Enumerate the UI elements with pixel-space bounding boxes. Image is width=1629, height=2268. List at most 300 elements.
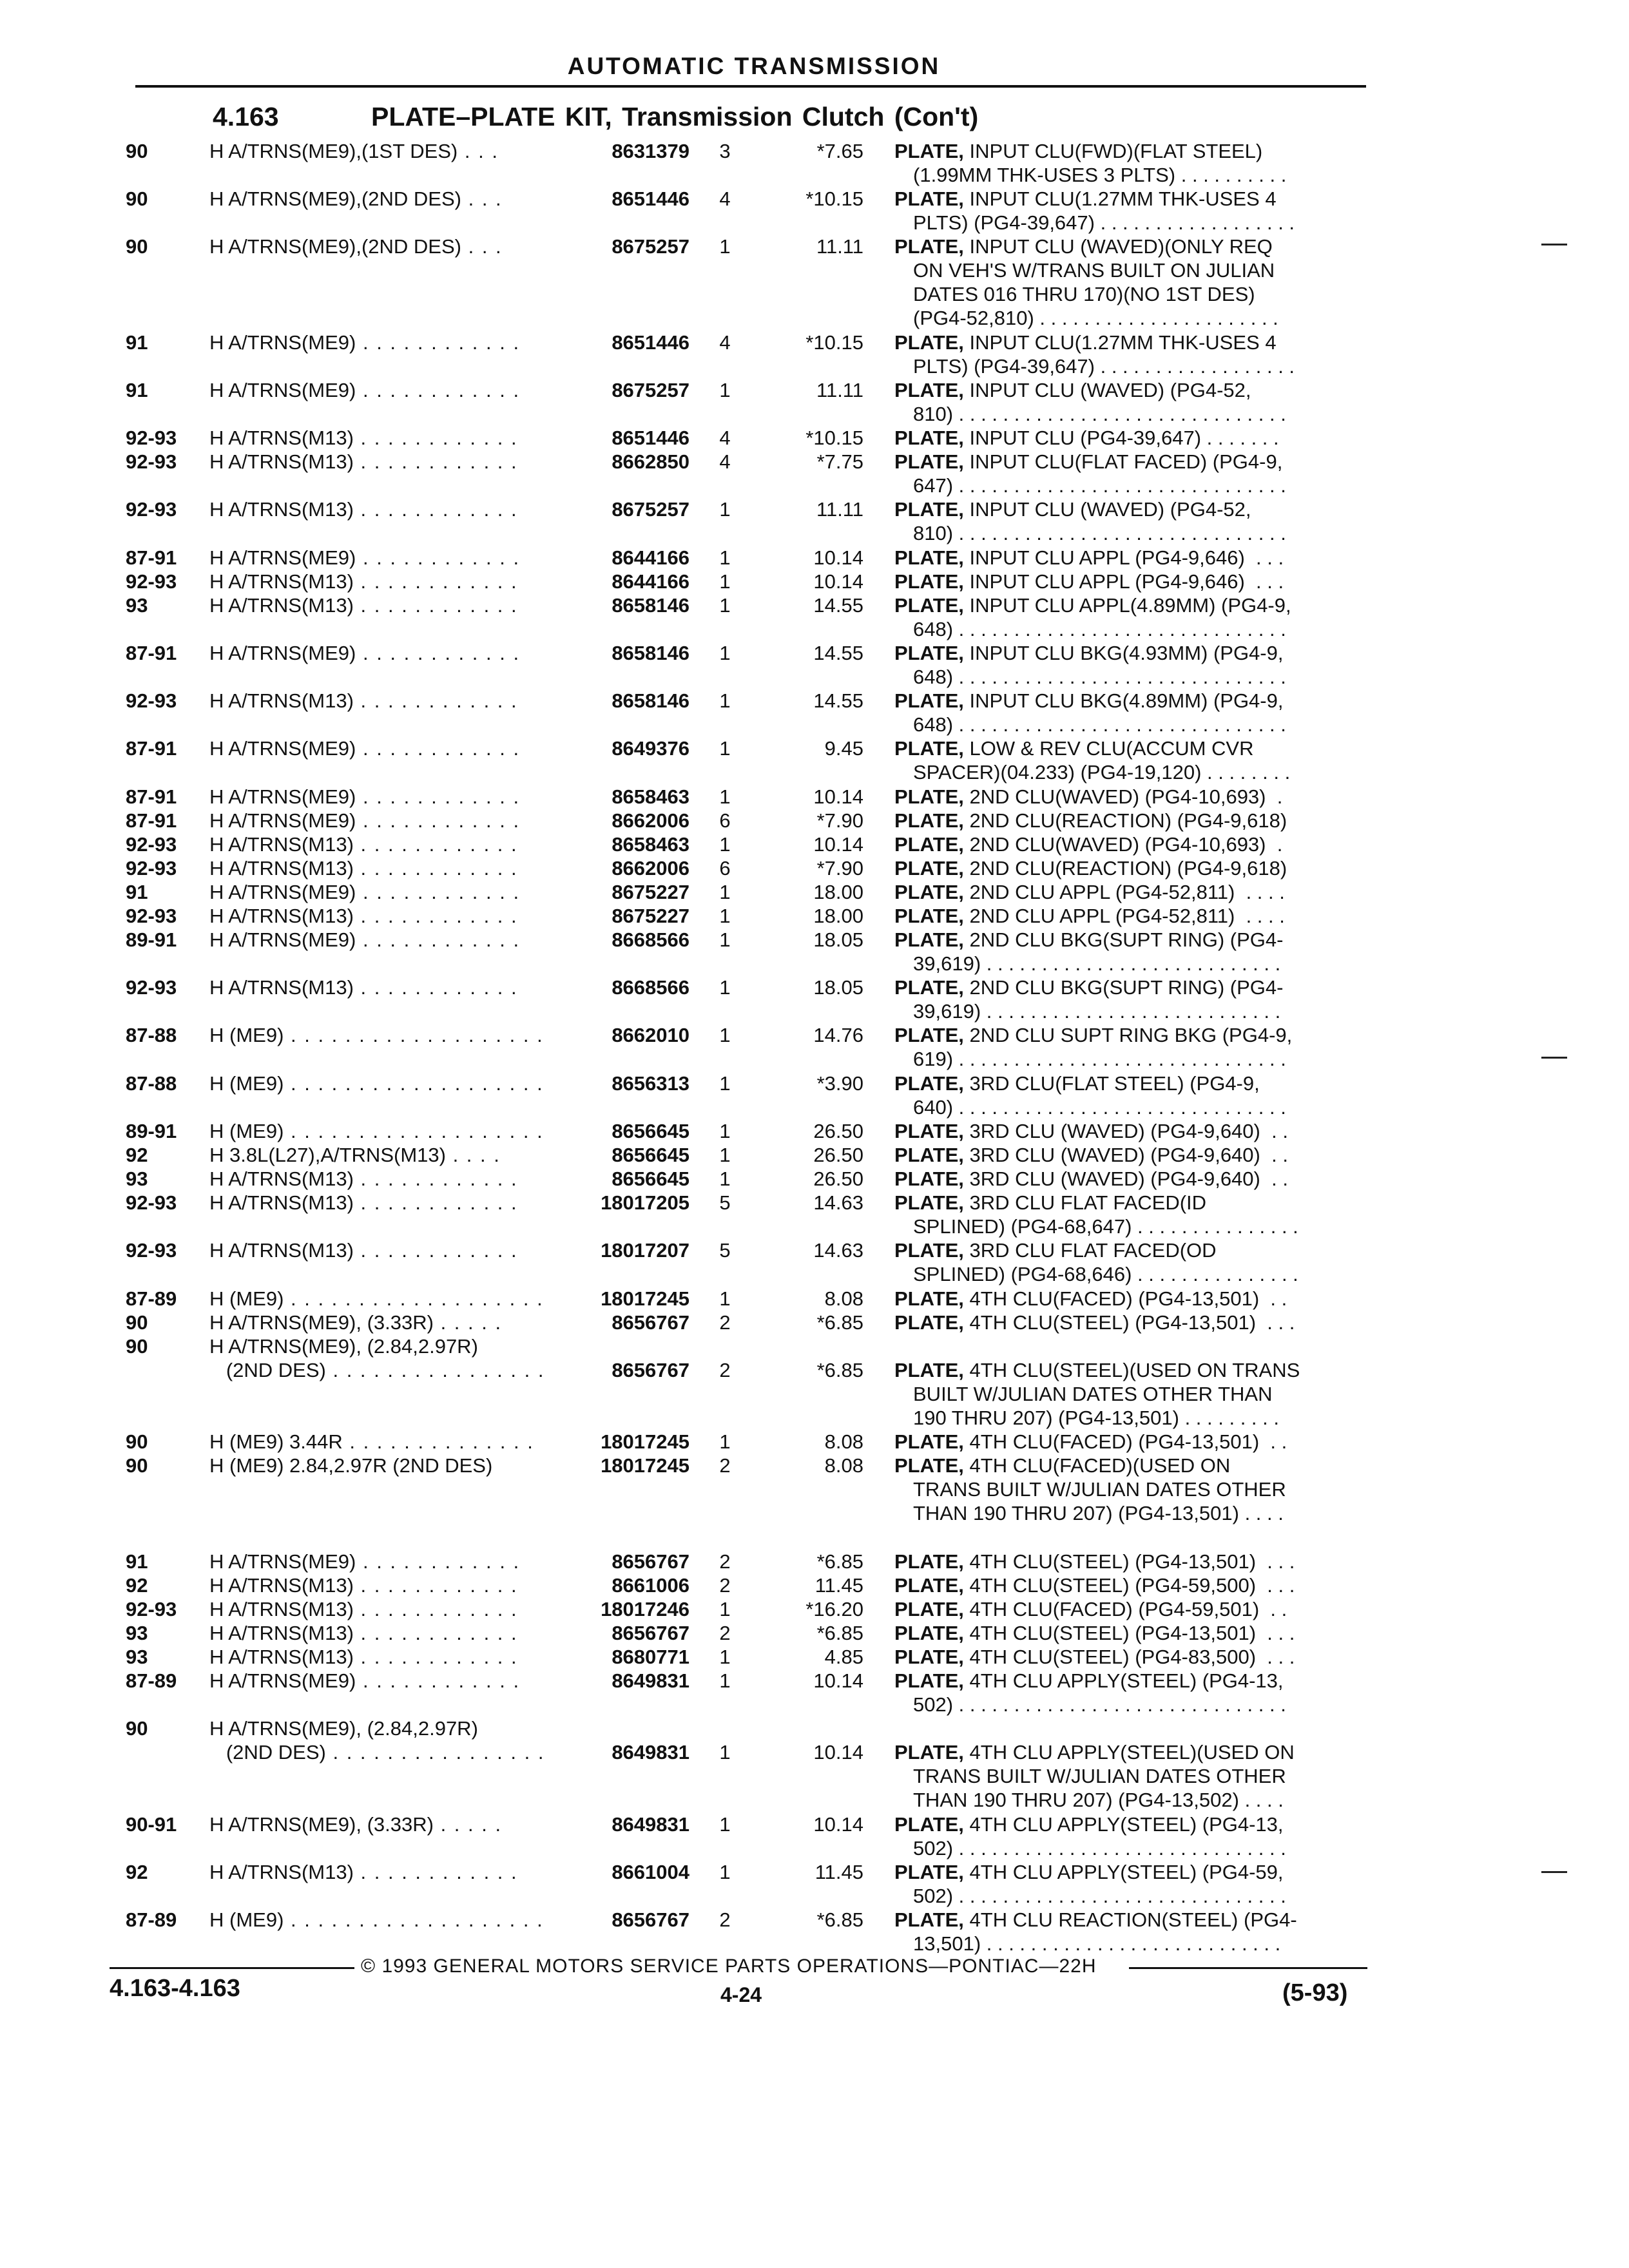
table-row: [0, 1167, 1629, 1191]
description-continuation: THAN 190 THRU 207) (PG4-13,501) . . . .: [913, 1502, 1284, 1525]
description: [894, 880, 1371, 904]
description-line: PLATE, INPUT CLU(FWD)(FLAT STEEL): [894, 140, 1263, 162]
description: [894, 1430, 1371, 1454]
price: *10.15: [805, 427, 863, 450]
part-number: 8651446: [612, 331, 689, 354]
part-number: 8656767: [612, 1908, 689, 1931]
application: [209, 1023, 557, 1047]
description-line: PLATE, LOW & REV CLU(ACCUM CVR: [894, 737, 1254, 760]
description: [894, 856, 1371, 880]
description-line: PLATE, INPUT CLU APPL (PG4-9,646) . . .: [894, 570, 1284, 593]
quantity: 1: [719, 1024, 731, 1047]
application: [209, 1191, 557, 1215]
year-range: 87-89: [126, 1669, 177, 1693]
quantity: 1: [719, 570, 731, 593]
description-line: PLATE, 4TH CLU(STEEL) (PG4-13,501) . . .: [894, 1311, 1295, 1334]
dot-leader: . . . . . . . . . . . .: [353, 905, 518, 928]
part-number: 18017246: [601, 1597, 689, 1620]
price: 10.14: [813, 1812, 863, 1836]
description-continuation: DATES 016 THRU 170)(NO 1ST DES): [913, 283, 1255, 306]
application-text: H A/TRNS(M13): [209, 1168, 354, 1191]
application-text: H A/TRNS(ME9): [209, 1550, 356, 1573]
application-text: H A/TRNS(M13): [209, 905, 354, 928]
application-text: H A/TRNS(M13): [209, 498, 354, 521]
application-text: H A/TRNS(M13): [209, 1239, 354, 1262]
quantity: 1: [719, 378, 731, 401]
description: [894, 1287, 1371, 1311]
year-range: 87-91: [126, 737, 177, 760]
application-text: H A/TRNS(ME9), (2.84,2.97R): [209, 1334, 478, 1358]
price: 18.00: [813, 880, 863, 903]
year-range: 92-93: [126, 976, 177, 999]
application-text: H A/TRNS(ME9): [209, 809, 356, 832]
application-text: H A/TRNS(ME9),(2ND DES): [209, 235, 461, 258]
application-text: H A/TRNS(ME9),(1ST DES): [209, 140, 458, 162]
table-row: [0, 1908, 1629, 1956]
price: *16.20: [805, 1597, 863, 1620]
dot-leader: . . . . . . . . . . . .: [353, 1168, 518, 1191]
description-continuation: 648) . . . . . . . . . . . . . . . . . . . . . . . . . . . . . .: [913, 617, 1286, 640]
table-row: [0, 235, 1629, 330]
dot-leader: . . . . .: [433, 1311, 503, 1334]
quantity: 1: [719, 1741, 731, 1764]
section-number: 4.163: [213, 102, 279, 131]
application-text: H A/TRNS(ME9): [209, 737, 356, 760]
part-number: 8680771: [612, 1645, 689, 1668]
dot-leader: . . . . . . . . . . . .: [353, 1573, 518, 1597]
quantity: 1: [719, 928, 731, 952]
application: [209, 1311, 557, 1334]
dot-leader: . . . . . . . . . . . . . .: [342, 1430, 534, 1454]
application: [209, 689, 557, 713]
dot-leader: . . . . . . . . . . . .: [356, 641, 521, 664]
footer-rule-right: [1129, 1967, 1367, 1969]
application-text: H 3.8L(L27),A/TRNS(M13): [209, 1143, 446, 1166]
application: [209, 904, 557, 928]
quantity: 1: [719, 1812, 731, 1836]
table-row: [0, 1860, 1629, 1908]
quantity: 1: [719, 1119, 731, 1142]
application: [209, 785, 557, 809]
description-line: PLATE, INPUT CLU APPL (PG4-9,646) . . .: [894, 546, 1284, 569]
part-number: 8661004: [612, 1860, 689, 1883]
year-range: 92-93: [126, 1191, 177, 1215]
price: 14.63: [813, 1191, 863, 1215]
application: [209, 1860, 557, 1884]
footer-page-number: 4-24: [720, 1983, 762, 2006]
description-line: PLATE, 2ND CLU SUPT RING BKG (PG4-9,: [894, 1024, 1293, 1047]
part-number: 8644166: [612, 570, 689, 593]
quantity: 1: [719, 1860, 731, 1883]
price: *7.65: [816, 140, 863, 162]
application: [209, 546, 557, 570]
year-range: 89-91: [126, 1119, 177, 1142]
quantity: 1: [719, 976, 731, 999]
price: 26.50: [813, 1143, 863, 1166]
part-number: 8658463: [612, 785, 689, 808]
application: [209, 139, 557, 163]
description-continuation: 647) . . . . . . . . . . . . . . . . . . . . . . . . . . . . . .: [913, 474, 1286, 497]
description-line: PLATE, 3RD CLU(FLAT STEEL) (PG4-9,: [894, 1072, 1260, 1095]
application-text: H A/TRNS(ME9): [209, 331, 356, 354]
part-number: 8644166: [612, 546, 689, 569]
dot-leader: . . . . . . . . . . . .: [353, 976, 518, 999]
table-row: [0, 546, 1629, 570]
price: 4.85: [824, 1645, 863, 1668]
application-text: H (ME9) 3.44R: [209, 1430, 343, 1454]
dot-leader: . . . . . . . . . . . .: [356, 1550, 521, 1573]
quantity: 1: [719, 737, 731, 760]
table-row: [0, 1669, 1629, 1716]
application: [209, 1072, 557, 1095]
quantity: 2: [719, 1908, 731, 1931]
description-line: PLATE, INPUT CLU BKG(4.89MM) (PG4-9,: [894, 689, 1284, 713]
part-number: 8651446: [612, 187, 689, 211]
quantity: 1: [719, 1645, 731, 1668]
part-number: 8649831: [612, 1741, 689, 1764]
dot-leader: . . . . . . . . . . . . . . . . . . .: [284, 1024, 544, 1047]
price: 26.50: [813, 1168, 863, 1191]
dot-leader: . . . . . . . . . . . .: [353, 450, 518, 474]
part-number: 8675257: [612, 498, 689, 521]
price: 11.11: [816, 378, 863, 401]
description-continuation: 502) . . . . . . . . . . . . . . . . . . . . . . . . . . . . . .: [913, 1884, 1286, 1907]
price: 11.45: [815, 1573, 863, 1597]
application-text: H (ME9): [209, 1119, 284, 1142]
application-text: H A/TRNS(ME9): [209, 1669, 356, 1693]
year-range: 92-93: [126, 1597, 177, 1620]
dot-leader: . . . . . . . . . . . . . . . . . . .: [284, 1908, 544, 1931]
price: 8.08: [824, 1430, 863, 1454]
dot-leader: . . . . . . . . . . . .: [353, 832, 518, 856]
description: [894, 975, 1371, 1023]
application-text: H A/TRNS(M13): [209, 1860, 354, 1883]
part-number: 18017245: [601, 1454, 689, 1477]
dot-leader: . . . . . . . . . . . . . . . .: [325, 1358, 545, 1381]
application-text: H A/TRNS(ME9), (3.33R): [209, 1812, 434, 1836]
description: [894, 1143, 1371, 1167]
description-line: PLATE, 4TH CLU(STEEL)(USED ON TRANS: [894, 1358, 1300, 1381]
dot-leader: . . . . . . . . . . . .: [353, 1860, 518, 1883]
description-line: PLATE, 4TH CLU(STEEL) (PG4-13,501) . . .: [894, 1550, 1295, 1573]
application-text: H A/TRNS(M13): [209, 976, 354, 999]
quantity: 4: [719, 187, 731, 211]
dot-leader: . . . . . . . . . . . .: [353, 689, 518, 713]
dot-leader: . . . . . . . . . . . . . . . . . . .: [284, 1287, 544, 1310]
part-number: 18017245: [601, 1287, 689, 1310]
price: 10.14: [813, 570, 863, 593]
part-number: 8662006: [612, 809, 689, 832]
part-number: 18017205: [601, 1191, 689, 1215]
price: 14.55: [813, 689, 863, 713]
description: [894, 1072, 1371, 1119]
dot-leader: . . . . . . . . . . . .: [353, 570, 518, 593]
description-line: PLATE, 2ND CLU(WAVED) (PG4-10,693) .: [894, 785, 1283, 808]
application-text: H (ME9): [209, 1024, 284, 1047]
part-number: 8656767: [612, 1311, 689, 1334]
year-range: 87-88: [126, 1072, 177, 1095]
table-row: [0, 187, 1629, 235]
description-line: PLATE, 4TH CLU APPLY(STEEL) (PG4-13,: [894, 1669, 1284, 1693]
price: 9.45: [824, 737, 863, 760]
table-row: [0, 497, 1629, 545]
table-row: [0, 689, 1629, 736]
application-text: H A/TRNS(M13): [209, 427, 354, 450]
description-line: PLATE, 4TH CLU(STEEL) (PG4-59,500) . . .: [894, 1573, 1295, 1597]
quantity: 1: [719, 1430, 731, 1454]
price: *10.15: [805, 331, 863, 354]
description: [894, 1311, 1371, 1334]
description-line: PLATE, 2ND CLU(REACTION) (PG4-9,618): [894, 856, 1287, 879]
description-continuation: 13,501) . . . . . . . . . . . . . . . . . . . . . . . . . . .: [913, 1932, 1281, 1955]
description-continuation: 502) . . . . . . . . . . . . . . . . . . . . . . . . . . . . . .: [913, 1693, 1286, 1716]
table-row: [0, 928, 1629, 975]
table-row: [0, 975, 1629, 1023]
table-row: [0, 593, 1629, 641]
quantity: 1: [719, 880, 731, 903]
description-line: PLATE, INPUT CLU (WAVED) (PG4-52,: [894, 378, 1251, 401]
application-text: H A/TRNS(M13): [209, 1621, 354, 1644]
year-range: 92: [126, 1573, 148, 1597]
table-row: [0, 809, 1629, 832]
year-range: 90: [126, 1454, 148, 1477]
description-continuation: (PG4-52,810) . . . . . . . . . . . . . . . . . . . . . .: [913, 307, 1278, 330]
application-text: H A/TRNS(ME9): [209, 928, 356, 952]
application: [209, 235, 557, 258]
quantity: 1: [719, 1669, 731, 1693]
application: [209, 1669, 557, 1693]
application-text: H A/TRNS(ME9), (2.84,2.97R): [209, 1717, 478, 1740]
description-line: PLATE, INPUT CLU (WAVED)(ONLY REQ: [894, 235, 1273, 258]
application: [209, 593, 557, 617]
year-range: 92-93: [126, 1239, 177, 1262]
part-number: 8675227: [612, 880, 689, 903]
year-range: 90: [126, 187, 148, 211]
part-number: 8675257: [612, 378, 689, 401]
price: *6.85: [816, 1621, 863, 1644]
price: 14.55: [813, 641, 863, 664]
part-number: 18017207: [601, 1239, 689, 1262]
year-range: 90: [126, 140, 148, 162]
quantity: 2: [719, 1358, 731, 1381]
application: [209, 1238, 557, 1262]
description-line: PLATE, INPUT CLU(1.27MM THK-USES 4: [894, 187, 1277, 211]
table-row: [0, 736, 1629, 784]
part-number: 8656313: [612, 1072, 689, 1095]
description-line: PLATE, 4TH CLU(STEEL) (PG4-83,500) . . .: [894, 1645, 1295, 1668]
description-line: PLATE, 4TH CLU(STEEL) (PG4-13,501) . . .: [894, 1621, 1295, 1644]
table-row: [0, 426, 1629, 450]
description: [894, 1550, 1371, 1573]
application-text: H A/TRNS(M13): [209, 832, 354, 856]
description-continuation: 810) . . . . . . . . . . . . . . . . . . . . . . . . . . . . . .: [913, 522, 1286, 545]
table-row: [0, 1550, 1629, 1573]
dot-leader: . . . .: [445, 1143, 501, 1166]
table-row: [0, 1430, 1629, 1454]
description: [894, 689, 1371, 736]
year-range: 87-89: [126, 1908, 177, 1931]
year-range: 87-89: [126, 1287, 177, 1310]
part-number: 8658146: [612, 641, 689, 664]
dot-leader: . . . . . . . . . . . .: [356, 1669, 521, 1693]
year-range: 93: [126, 1645, 148, 1668]
part-number: 8656767: [612, 1621, 689, 1644]
part-number: 8675257: [612, 235, 689, 258]
quantity: 4: [719, 331, 731, 354]
application: [209, 1716, 557, 1764]
application-text: H A/TRNS(ME9): [209, 641, 356, 664]
part-number: 8656767: [612, 1550, 689, 1573]
price: 26.50: [813, 1119, 863, 1142]
application-text-cont: (2ND DES): [209, 1358, 326, 1381]
dot-leader: . . . . . . . . . . . .: [353, 1191, 518, 1215]
description-line: PLATE, 3RD CLU (WAVED) (PG4-9,640) . .: [894, 1119, 1288, 1142]
dot-leader: . . . . . . . . . . . .: [353, 1239, 518, 1262]
description: [894, 450, 1371, 497]
description-line: PLATE, INPUT CLU BKG(4.93MM) (PG4-9,: [894, 641, 1284, 664]
application-text: H (ME9) 2.84,2.97R (2ND DES): [209, 1454, 493, 1477]
application-text: H A/TRNS(M13): [209, 593, 354, 617]
description: [894, 1669, 1371, 1716]
quantity: 1: [719, 641, 731, 664]
year-range: 92: [126, 1143, 148, 1166]
description: [894, 904, 1371, 928]
year-range: 92-93: [126, 570, 177, 593]
description-line: PLATE, 2ND CLU APPL (PG4-52,811) . . . .: [894, 905, 1285, 928]
description-continuation: PLTS) (PG4-39,647) . . . . . . . . . . . . . . . . . .: [913, 354, 1295, 378]
description-continuation: 640) . . . . . . . . . . . . . . . . . . . . . . . . . . . . . .: [913, 1095, 1286, 1119]
application: [209, 1119, 557, 1143]
year-range: 91: [126, 1550, 148, 1573]
description: [894, 570, 1371, 593]
description: [894, 1573, 1371, 1597]
description-line: PLATE, 4TH CLU(FACED) (PG4-59,501) . .: [894, 1597, 1287, 1620]
description-continuation: 39,619) . . . . . . . . . . . . . . . . . . . . . . . . . . .: [913, 952, 1281, 975]
price: *6.85: [816, 1311, 863, 1334]
quantity: 1: [719, 1287, 731, 1310]
description-continuation: TRANS BUILT W/JULIAN DATES OTHER: [913, 1765, 1286, 1788]
dot-leader: . . . . . . . . . . . .: [356, 928, 521, 952]
table-row: [0, 1454, 1629, 1549]
quantity: 2: [719, 1311, 731, 1334]
description: [894, 1621, 1371, 1645]
year-range: 91: [126, 331, 148, 354]
application: [209, 1143, 557, 1167]
year-range: 87-91: [126, 809, 177, 832]
application: [209, 1597, 557, 1621]
quantity: 2: [719, 1573, 731, 1597]
description-line: PLATE, INPUT CLU(FLAT FACED) (PG4-9,: [894, 450, 1283, 474]
price: *6.85: [816, 1908, 863, 1931]
description: [894, 1358, 1371, 1430]
header-rule: [135, 85, 1366, 88]
description-continuation: PLTS) (PG4-39,647) . . . . . . . . . . . . . . . . . .: [913, 211, 1295, 235]
quantity: 6: [719, 856, 731, 879]
dot-leader: . . . . . . . . . . . . . . . .: [325, 1741, 545, 1764]
page-title: AUTOMATIC TRANSMISSION: [567, 53, 941, 79]
description-continuation: (1.99MM THK-USES 3 PLTS) . . . . . . . . . .: [913, 164, 1287, 186]
description-line: PLATE, INPUT CLU(1.27MM THK-USES 4: [894, 331, 1277, 354]
description: [894, 1191, 1371, 1238]
price: *7.75: [816, 450, 863, 474]
table-row: [0, 1311, 1629, 1334]
table-row: [0, 1621, 1629, 1645]
table-row: [0, 880, 1629, 904]
application: [209, 809, 557, 832]
description-line: PLATE, 4TH CLU APPLY(STEEL)(USED ON: [894, 1741, 1295, 1764]
parts-list: [0, 139, 1629, 1956]
dot-leader: . . . . . . . . . . . .: [356, 809, 521, 832]
dot-leader: . . . . .: [433, 1812, 503, 1836]
description-line: PLATE, 4TH CLU REACTION(STEEL) (PG4-: [894, 1908, 1297, 1931]
application: [209, 1573, 557, 1597]
description-continuation: SPLINED) (PG4-68,646) . . . . . . . . . . . . . . .: [913, 1263, 1298, 1286]
description-line: PLATE, 2ND CLU(REACTION) (PG4-9,618): [894, 809, 1287, 832]
quantity: 1: [719, 1168, 731, 1191]
table-row: [0, 1716, 1629, 1812]
dot-leader: . . . . . . . . . . . .: [353, 1597, 518, 1620]
quantity: 1: [719, 832, 731, 856]
year-range: 87-88: [126, 1024, 177, 1047]
description-line: PLATE, 2ND CLU BKG(SUPT RING) (PG4-: [894, 928, 1284, 952]
table-row: [0, 641, 1629, 689]
application-text: H A/TRNS(ME9),(2ND DES): [209, 187, 461, 211]
table-row: [0, 139, 1629, 187]
description-continuation: BUILT W/JULIAN DATES OTHER THAN: [913, 1382, 1273, 1405]
description: [894, 736, 1371, 784]
description: [894, 928, 1371, 975]
part-number: 8675227: [612, 905, 689, 928]
price: *6.85: [816, 1550, 863, 1573]
table-row: [0, 1023, 1629, 1071]
application-text: H (ME9): [209, 1072, 284, 1095]
price: 18.00: [813, 905, 863, 928]
margin-mark: [1541, 1057, 1567, 1059]
application-text: H A/TRNS(M13): [209, 689, 354, 713]
price: 10.14: [813, 1669, 863, 1693]
application-text: H (ME9): [209, 1287, 284, 1310]
application: [209, 1550, 557, 1573]
application: [209, 1287, 557, 1311]
dot-leader: . . . . . . . . . . . .: [353, 1621, 518, 1644]
year-range: 92-93: [126, 427, 177, 450]
dot-leader: . . . . . . . . . . . .: [356, 737, 521, 760]
table-row: [0, 450, 1629, 497]
part-number: 8649376: [612, 737, 689, 760]
table-row: [0, 331, 1629, 378]
description: [894, 497, 1371, 545]
table-row: [0, 1573, 1629, 1597]
part-number: 8668566: [612, 976, 689, 999]
part-number: 8649831: [612, 1669, 689, 1693]
application-text-cont: (2ND DES): [209, 1741, 326, 1764]
application-text: H A/TRNS(M13): [209, 450, 354, 474]
year-range: 89-91: [126, 928, 177, 952]
year-range: 93: [126, 1168, 148, 1191]
price: 10.14: [813, 785, 863, 808]
part-number: 8662010: [612, 1024, 689, 1047]
description-line: PLATE, INPUT CLU (WAVED) (PG4-52,: [894, 498, 1251, 521]
description: [894, 593, 1371, 641]
quantity: 1: [719, 235, 731, 258]
description: [894, 1119, 1371, 1143]
table-row: [0, 1191, 1629, 1238]
dot-leader: . . . . . . . . . . . . . . . . . . .: [284, 1072, 544, 1095]
table-row: [0, 1334, 1629, 1430]
quantity: 1: [719, 1597, 731, 1620]
description-line: PLATE, 3RD CLU FLAT FACED(OD: [894, 1239, 1217, 1262]
year-range: 91: [126, 378, 148, 401]
